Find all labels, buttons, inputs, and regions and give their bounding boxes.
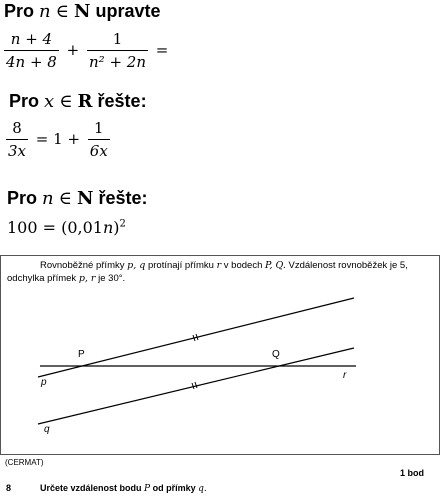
task-var-q: q.: [198, 484, 207, 494]
element-of-symbol: ∈: [58, 188, 72, 209]
heading-pro-text: Pro: [9, 91, 40, 111]
line-p: [38, 298, 354, 377]
equation-3-rhs: ): [113, 218, 120, 237]
tick-mark-q: [192, 382, 197, 389]
equation-3-variable: n: [102, 218, 114, 237]
element-of-symbol: ∈: [55, 1, 69, 22]
fraction-2-denominator: n² + 2n: [87, 50, 148, 71]
plus-sign: +: [66, 40, 80, 59]
variable-n: n: [39, 1, 51, 22]
task-text-part: Určete vzdálenost bodu: [40, 483, 142, 493]
problem-text-part: Rovnoběžné přímky: [40, 260, 125, 271]
set-reals: R: [77, 91, 93, 112]
heading-verb: řešte:: [97, 91, 147, 111]
fraction-4-denominator: 6x: [88, 139, 110, 160]
task-number: 8: [6, 483, 12, 493]
equals-one-plus: = 1 +: [35, 129, 81, 148]
problem-text-part: je 30°.: [98, 273, 126, 284]
heading-verb: upravte: [95, 1, 161, 21]
label-line-q: q: [44, 424, 50, 435]
math-p-q: p, q: [127, 260, 146, 271]
equals-sign: =: [155, 40, 169, 59]
fraction-3-numerator: 8: [12, 119, 22, 137]
problem-text-part: protínají přímku: [147, 260, 214, 271]
fraction-2-numerator: 1: [112, 30, 123, 48]
heading-pro-text: Pro: [4, 1, 35, 21]
set-naturals: N: [76, 188, 94, 209]
math-r: r: [216, 260, 222, 271]
equation-3-lhs: 100 = (0,01: [7, 218, 103, 237]
fraction-4-numerator: 1: [94, 119, 104, 137]
problem-text-part: v bodech: [223, 260, 263, 271]
fraction-1-denominator: 4n + 8: [4, 50, 59, 71]
variable-n: n: [42, 188, 54, 209]
fraction-1-numerator: n + 4: [10, 30, 53, 48]
equation-3-exponent: 2: [119, 218, 126, 230]
heading-pro-text: Pro: [7, 188, 38, 208]
fraction-3-denominator: 3x: [6, 139, 28, 160]
source-label: (CERMAT): [5, 458, 44, 467]
label-line-r: r: [343, 370, 347, 381]
label-point-Q: Q: [272, 349, 280, 360]
label-line-p: p: [41, 377, 47, 388]
label-point-P: P: [78, 349, 85, 360]
points-label: 1 bod: [400, 468, 424, 478]
problem-text-part: odchylka přímek: [7, 273, 77, 284]
task-text-part: od přímky: [152, 483, 196, 493]
heading-verb: řešte:: [98, 188, 148, 208]
math-P-Q: P, Q.: [265, 260, 286, 271]
math-p-r: p, r: [78, 273, 96, 284]
set-naturals: N: [73, 1, 91, 22]
task-text: [40, 483, 207, 494]
problem-text-part: Vzdálenost rovnoběžek je 5,: [288, 260, 408, 271]
element-of-symbol: ∈: [59, 91, 73, 112]
task-var-P: P: [144, 484, 151, 494]
variable-x: x: [44, 91, 55, 112]
